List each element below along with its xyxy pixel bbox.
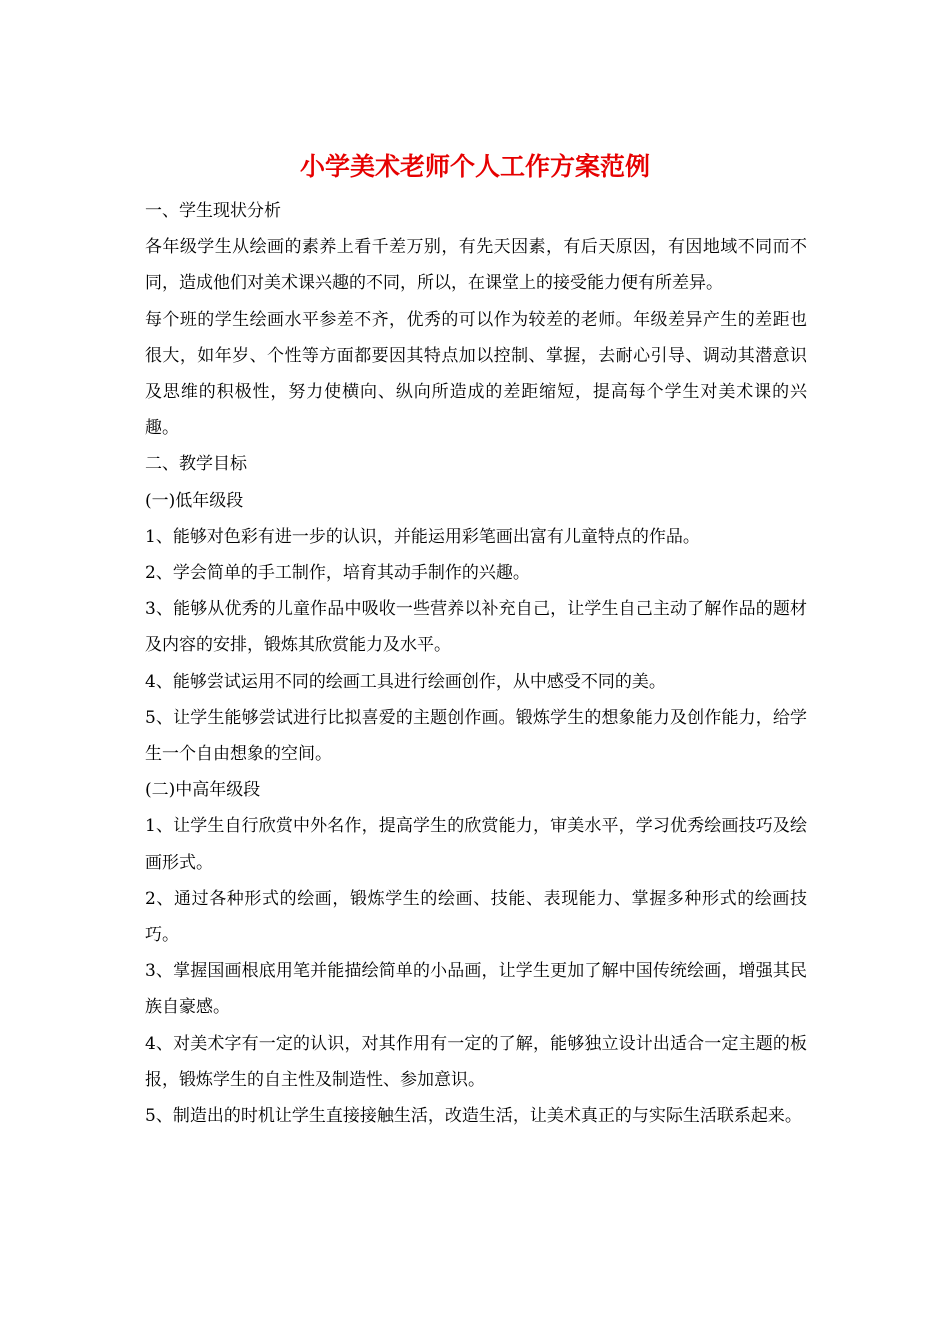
document-body xyxy=(145,193,807,1134)
list-item: 1、能够对色彩有进一步的认识，并能运用彩笔画出富有儿童特点的作品。 xyxy=(145,526,700,547)
list-item: 5、制造出的时机让学生直接接触生活，改造生活，让美术真正的与实际生活联系起来。 xyxy=(145,1106,802,1127)
list-item: 3、掌握国画根底用笔并能描绘简单的小品画，让学生更加了解中国传统绘画，增强其民族自豪感。 xyxy=(145,961,807,1018)
list-item: 3、能够从优秀的儿童作品中吸收一些营养以补充自己，让学生自己主动了解作品的题材及内容的安排，锻炼其欣赏能力及水平。 xyxy=(145,599,807,656)
list-item: 1、让学生自行欣赏中外名作，提高学生的欣赏能力，审美水平，学习优秀绘画技巧及绘画形式。 xyxy=(145,816,807,873)
list-item: 4、对美术字有一定的认识，对其作用有一定的了解，能够独立设计出适合一定主题的板报，锻炼学生的自主性及制造性、参加意识。 xyxy=(145,1033,807,1090)
section-heading: 二、教学目标 xyxy=(145,454,247,475)
subsection-heading: (二)中高年级段 xyxy=(145,780,261,801)
list-item: 4、能够尝试运用不同的绘画工具进行绘画创作，从中感受不同的美。 xyxy=(145,671,666,692)
list-item: 5、让学生能够尝试进行比拟喜爱的主题创作画。锻炼学生的想象能力及创作能力，给学生一个自由想象的空间。 xyxy=(145,707,807,765)
document-title: 小学美术老师个人工作方案范例 xyxy=(299,152,650,181)
paragraph: 每个班的学生绘画水平参差不齐，优秀的可以作为较差的老师。年级差异产生的差距也很大，如年岁、个性等方面都要因其特点加以控制、掌握，去耐心引导、调动其潜意识及思维的积极性，努力使横向、纵向所造成的差距缩短，提高每个学生对美术课的兴趣。 xyxy=(145,309,807,439)
subsection-heading: (一)低年级段 xyxy=(145,490,244,511)
section-heading: 一、学生现状分析 xyxy=(145,201,281,221)
list-item: 2、通过各种形式的绘画，锻炼学生的绘画、技能、表现能力、掌握多种形式的绘画技巧。 xyxy=(145,888,807,946)
paragraph: 各年级学生从绘画的素养上看千差万别，有先天因素，有后天原因，有因地域不同而不同，造成他们对美术课兴趣的不同，所以，在课堂上的接受能力便有所差异。 xyxy=(145,237,807,294)
list-item: 2、学会简单的手工制作，培育其动手制作的兴趣。 xyxy=(145,563,530,584)
